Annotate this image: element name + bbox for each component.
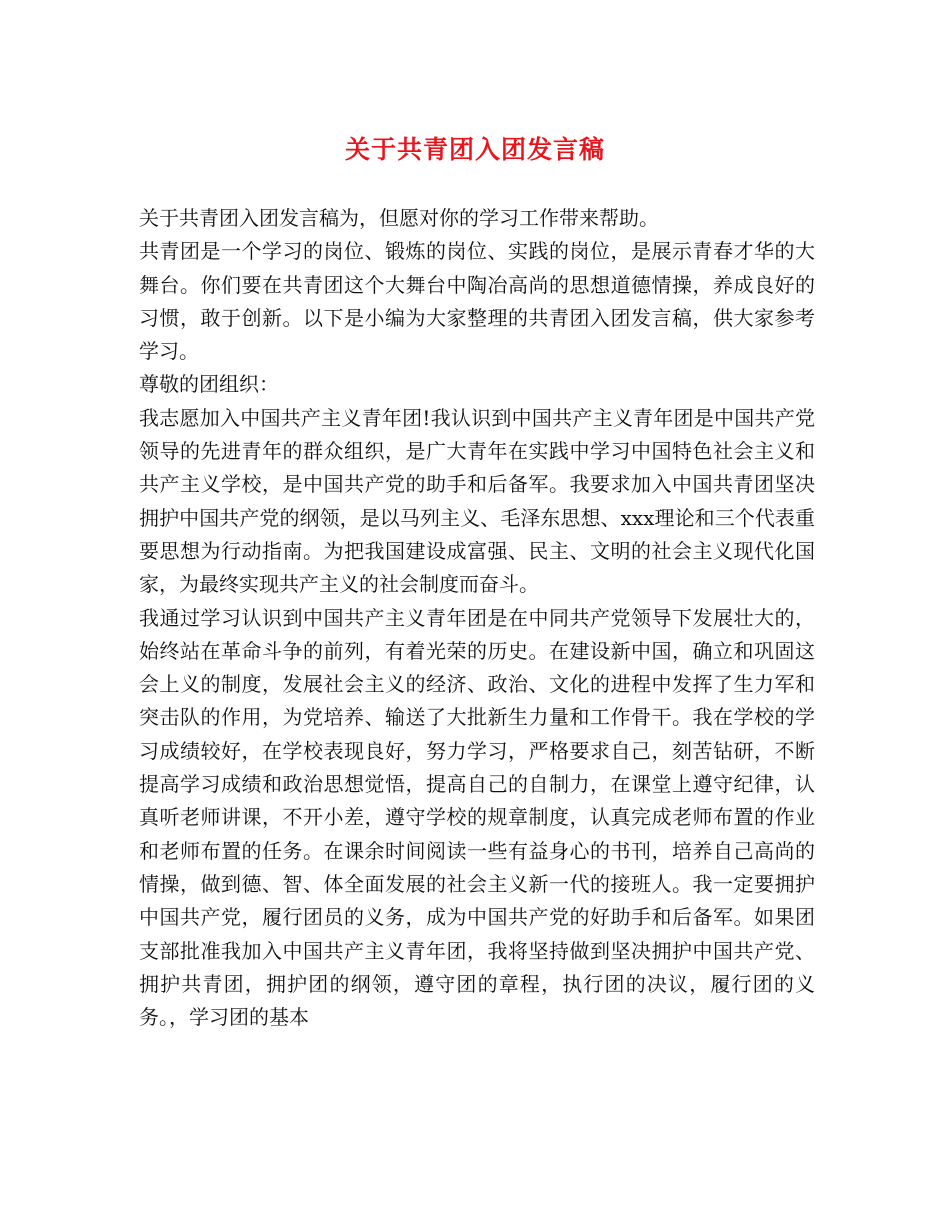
document-title: 关于共青团入团发言稿 — [344, 135, 605, 164]
paragraph-self-assessment: 我通过学习认识到中国共产主义青年团是在中同共产党领导下发展壮大的，始终站在革命斗争的前列，有着光荣的历史。在建设新中国，确立和巩固这会上义的制度，发展社会主义的经济、政治、文化的进程中发挥了生力军和突击队的作用，为党培养、输送了大批新生力量和工作骨干。我在学校的学习成绩较好，在学校表现良好，努力学习，严格要求自己，刻苦钻研，不断提高学习成绩和政治思想觉悟，提高自己的自制力，在课堂上遵守纪律，认真听老师讲课，不开小差，遵守学校的规章制度，认真完成老师布置的作业和老师布置的任务。在课余时间阅读一些有益身心的书刊，培养自己高尚的情操，做到德、智、体全面发展的社会主义新一代的接班人。我一定要拥护中国共产党，履行团员的义务，成为中国共产党的好助手和后备军。如果团支部批准我加入中国共产主义青年团，我将坚持做到坚决拥护中国共产党、拥护共青团，拥护团的纲领，遵守团的章程，执行团的决议，履行团的义务。，学习团的基本 — [139, 605, 815, 1030]
document-body — [139, 202, 815, 1034]
paragraph-salutation: 尊敬的团组织： — [139, 372, 279, 397]
paragraph-application: 我志愿加入中国共产主义青年团!我认识到中国共产主义青年团是中国共产党领导的先进青年的群众组织，是广大青年在实践中学习中国特色社会主义和共产主义学校，是中国共产党的助手和后备军。我要求加入中国共青团坚决拥护中国共产党的纲领，是以马列主义、毛泽东思想、xxx理论和三个代表重要思想为行动指南。为把我国建设成富强、民主、文明的社会主义现代化国家，为最终实现共产主义的社会制度而奋斗。 — [139, 405, 815, 597]
paragraph-overview: 共青团是一个学习的岗位、锻炼的岗位、实践的岗位，是展示青春才华的大舞台。你们要在共青团这个大舞台中陶冶高尚的思想道德情操，养成良好的习惯，敢于创新。以下是小编为大家整理的共青团入团发言稿，供大家参考学习。 — [139, 239, 815, 364]
paragraph-intro: 关于共青团入团发言稿为，但愿对你的学习工作带来帮助。 — [139, 206, 659, 230]
